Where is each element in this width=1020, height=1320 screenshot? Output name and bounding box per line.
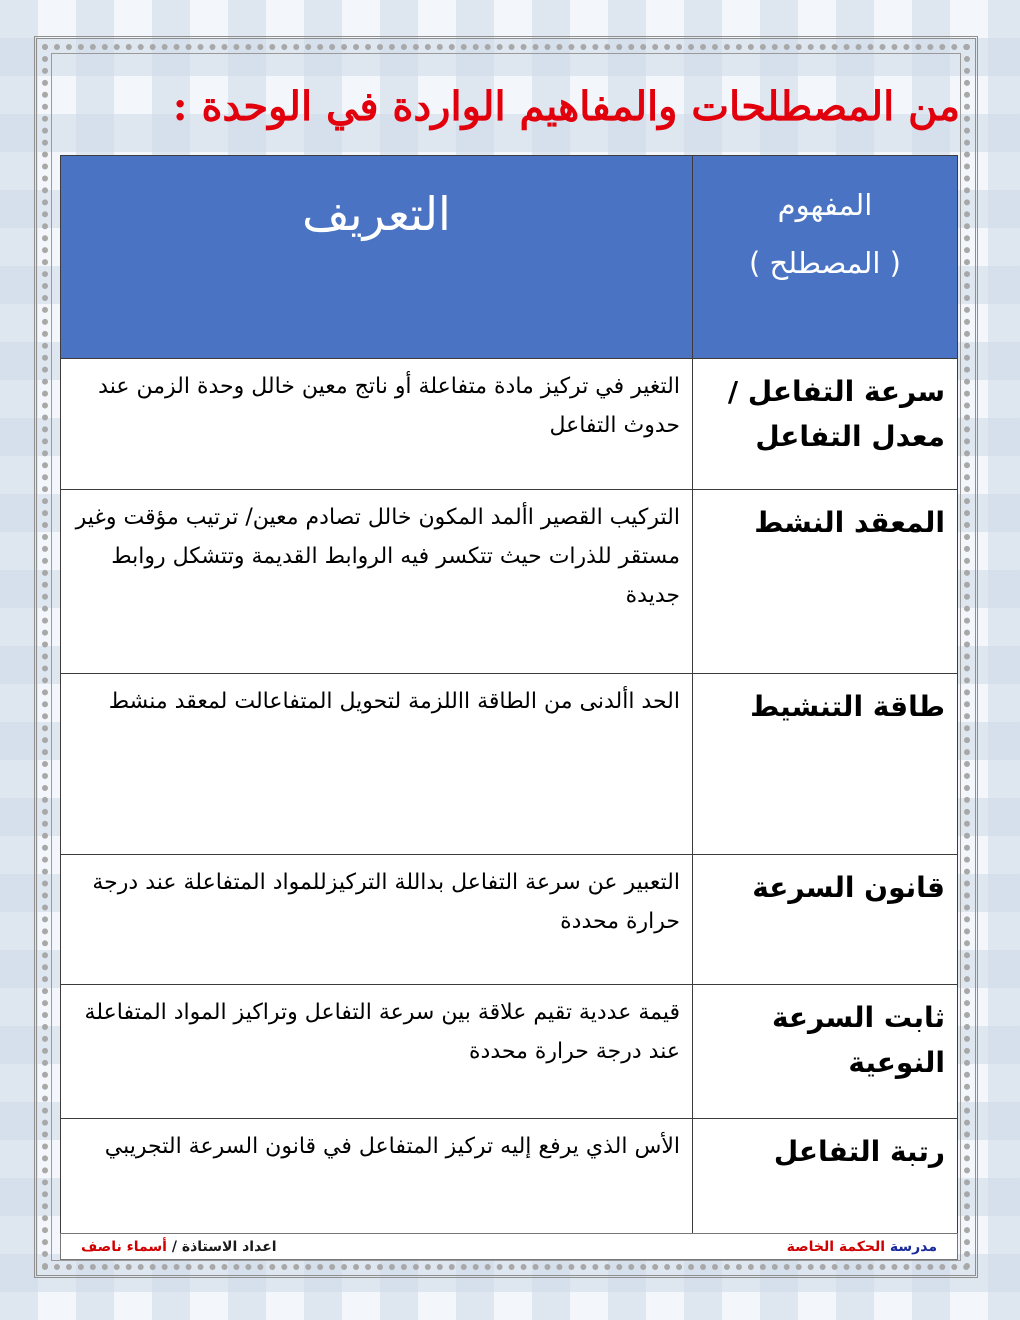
header-term-line2: ( المصطلح ) — [749, 246, 901, 280]
table-row — [61, 1119, 958, 1248]
term-cell: طاقة التنشيط — [693, 674, 958, 855]
term-cell: رتبة التفاعل — [693, 1119, 958, 1248]
term-cell: المعقد النشط — [693, 490, 958, 674]
table-row — [61, 674, 958, 855]
table-header-row — [61, 156, 958, 359]
page-title: من المصطلحات والمفاهيم الواردة في الوحدة : — [172, 83, 960, 130]
definition-cell: قيمة عددية تقيم علاقة بين سرعة التفاعل وتراكيز المواد المتفاعلة عند درجة حرارة محددة — [61, 985, 693, 1119]
header-term-cell — [693, 156, 958, 359]
terms-table — [60, 155, 958, 1248]
definition-cell: التعبير عن سرعة التفاعل بداللة التركيزللمواد المتفاعلة عند درجة حرارة محددة — [61, 855, 693, 985]
footer-author-name: أسماء ناصف — [81, 1238, 167, 1255]
page-footer — [60, 1233, 958, 1260]
header-term-line1: المفهوم — [777, 188, 873, 222]
definition-cell: التغير في تركيز مادة متفاعلة أو ناتج معين خالل وحدة الزمن عند حدوث التفاعل — [61, 359, 693, 490]
definition-cell: الأس الذي يرفع إليه تركيز المتفاعل في قانون السرعة التجريبي — [61, 1119, 693, 1248]
term-cell: قانون السرعة — [693, 855, 958, 985]
table-row — [61, 359, 958, 490]
footer-author-prefix: اعداد الاستاذة / — [171, 1238, 277, 1255]
term-cell: ثابت السرعة النوعية — [693, 985, 958, 1119]
table-row — [61, 985, 958, 1119]
header-definition-cell: التعريف — [61, 156, 693, 359]
definition-cell: الحد األدنى من الطاقة االلزمة لتحويل المتفاعالت لمعقد منشط — [61, 674, 693, 855]
table-row — [61, 855, 958, 985]
footer-author — [81, 1239, 277, 1255]
footer-school — [787, 1239, 937, 1255]
definition-cell: التركيب القصير األمد المكون خالل تصادم معين/ ترتيب مؤقت وغير مستقر للذرات حيث تتكسر فيه الروابط القديمة وتتشكل روابط جديدة — [61, 490, 693, 674]
footer-school-name: الحكمة الخاصة — [786, 1238, 886, 1255]
term-cell: سرعة التفاعل / معدل التفاعل — [693, 359, 958, 490]
footer-school-prefix: مدرسة — [889, 1238, 937, 1255]
table-row — [61, 490, 958, 674]
